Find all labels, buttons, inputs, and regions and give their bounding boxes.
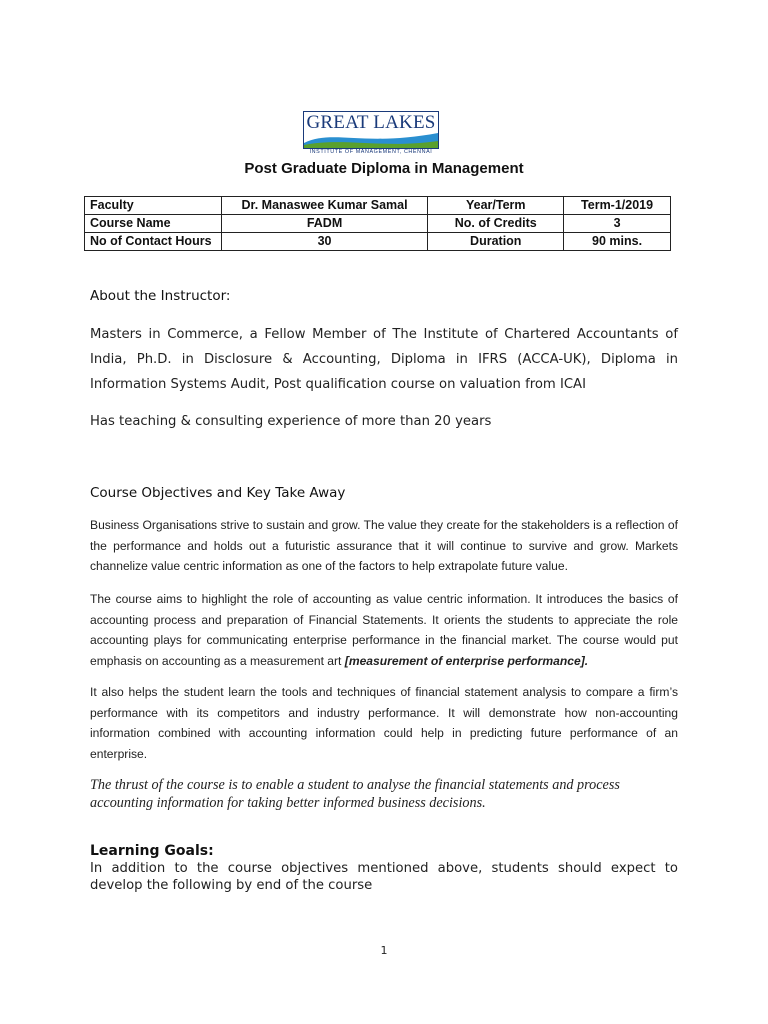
page-number: 1 <box>380 944 388 957</box>
table-cell: 3 <box>564 215 671 233</box>
table-row <box>85 215 671 233</box>
table-cell: No of Contact Hours <box>85 233 222 251</box>
table-cell: Course Name <box>85 215 222 233</box>
table-cell: Duration <box>428 233 564 251</box>
table-cell: 90 mins. <box>564 233 671 251</box>
great-lakes-logo <box>303 111 439 159</box>
table-row <box>85 197 671 215</box>
objectives-paragraph-2 <box>90 589 678 671</box>
objectives-paragraph-1: Business Organisations strive to sustain and grow. The value they create for the stakeholders is a reflection of the performance and holds out a futuristic assurance that it will continue to survive and grow. Markets channelize value centric information as one of the factors to help extrapolate future value. <box>90 518 678 573</box>
table-cell: Term-1/2019 <box>564 197 671 215</box>
learning-goals-heading: Learning Goals: <box>90 843 214 859</box>
table-cell: 30 <box>221 233 428 251</box>
objectives-heading: Course Objectives and Key Take Away <box>90 485 346 501</box>
instructor-heading: About the Instructor: <box>90 288 231 304</box>
page-title: Post Graduate Diploma in Management <box>244 160 524 177</box>
course-info-table <box>84 196 671 251</box>
table-cell: Year/Term <box>428 197 564 215</box>
thrust-statement: The thrust of the course is to enable a student to analyse the financial statements and process accounting information for taking better informed business decisions. <box>90 777 620 811</box>
table-cell: No. of Credits <box>428 215 564 233</box>
logo-name: GREAT LAKES <box>306 112 436 133</box>
table-cell: Faculty <box>85 197 222 215</box>
instructor-experience: Has teaching & consulting experience of more than 20 years <box>90 414 492 429</box>
table-cell: FADM <box>221 215 428 233</box>
logo-tagline: INSTITUTE OF MANAGEMENT, CHENNAI <box>309 149 433 155</box>
objectives-paragraph-3: It also helps the student learn the tools and techniques of financial statement analysis to compare a firm’s performance with its competitors and industry performance. It will demonstrate how non-accounting information combined with accounting information could help in predicting future performance of an enterprise. <box>90 685 678 761</box>
paragraph-text: The course aims to highlight the role of accounting as value centric information. It introduces the basics of accounting process and preparation of Financial Statements. It orients the students to appreciate the role accounting plays for communicating enterprise performance in the financial market. The course would put emphasis on accounting as a measurement art <box>90 592 678 668</box>
table-row <box>85 233 671 251</box>
instructor-paragraph: Masters in Commerce, a Fellow Member of The Institute of Chartered Accountants of India, Ph.D. in Disclosure & Accounting, Diploma in IFRS (ACCA-UK), Diploma in Information Systems Audit, Post qualification course on valuation from ICAI <box>90 327 678 392</box>
learning-goals-body: In addition to the course objectives mentioned above, students should expect to develop the following by end of the course <box>90 861 678 893</box>
emphasis-text: [measurement of enterprise performance]. <box>344 653 589 668</box>
table-cell: Dr. Manaswee Kumar Samal <box>221 197 428 215</box>
